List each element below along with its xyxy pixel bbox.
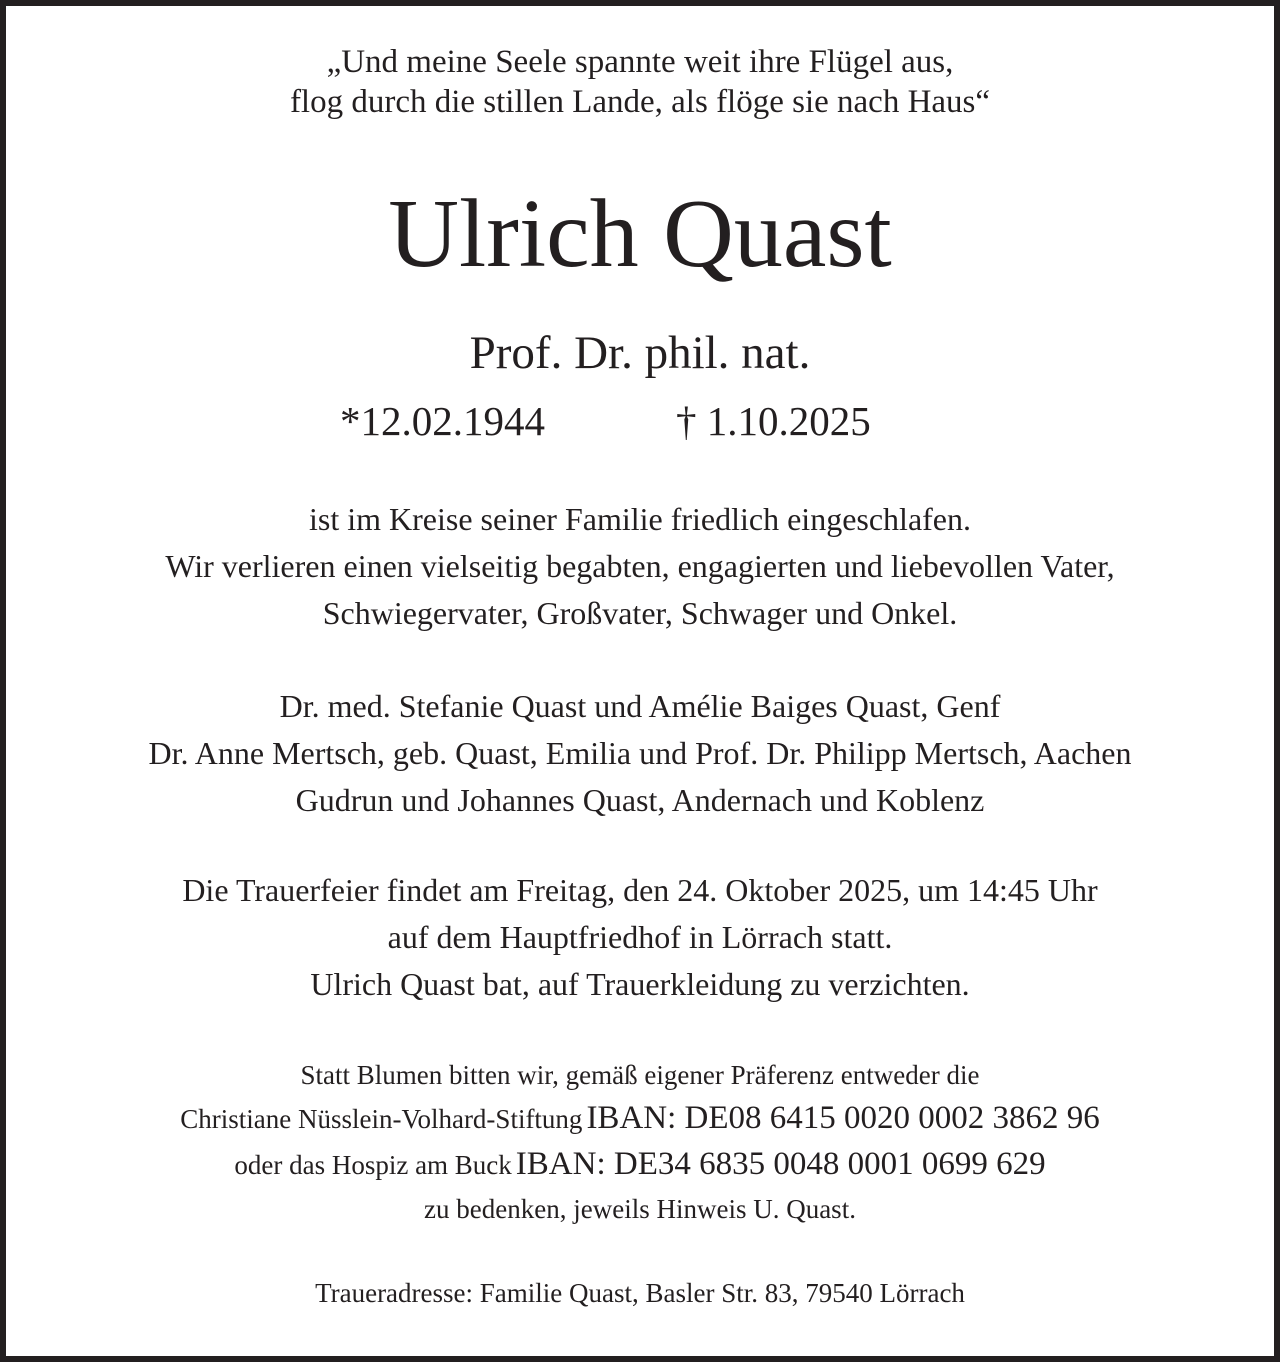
quote-line-1: „Und meine Seele spannte weit ihre Flügel aus, (326, 44, 954, 80)
funeral-line-3: Ulrich Quast bat, auf Trauerkleidung zu verzichten. (310, 966, 970, 1002)
announcement-line-3: Schwiegervater, Großvater, Schwager und Onkel. (322, 595, 958, 631)
donation-org-1: Christiane Nüsslein-Volhard-Stiftung (180, 1104, 583, 1134)
mourner-line-3: Gudrun und Johannes Quast, Andernach und Koblenz (295, 782, 985, 818)
donation-outro: zu bedenken, jeweils Hinweis U. Quast. (424, 1194, 856, 1224)
mourning-address: Traueradresse: Familie Quast, Basler Str. 83, 79540 Lörrach (315, 1278, 965, 1308)
birth-date: *12.02.1944 (340, 398, 545, 444)
life-dates (0, 398, 1280, 444)
donation-line-2 (0, 1148, 1280, 1181)
academic-title: Prof. Dr. phil. nat. (469, 327, 811, 379)
donation-line-1 (0, 1102, 1280, 1135)
quote-line-2: flog durch die stillen Lande, als flöge sie nach Haus“ (289, 84, 991, 120)
funeral-line-2: auf dem Hauptfriedhof in Lörrach statt. (387, 919, 893, 955)
donation-intro: Statt Blumen bitten wir, gemäß eigener Präferenz entweder die (300, 1060, 980, 1090)
announcement-line-2: Wir verlieren einen vielseitig begabten, engagierten und liebevollen Vater, (165, 548, 1115, 584)
mourner-line-1: Dr. med. Stefanie Quast und Amélie Baiges Quast, Genf (279, 688, 1001, 724)
mourner-line-2: Dr. Anne Mertsch, geb. Quast, Emilia und Prof. Dr. Philipp Mertsch, Aachen (148, 735, 1132, 771)
deceased-name: Ulrich Quast (388, 180, 892, 288)
death-date: † 1.10.2025 (676, 398, 871, 444)
donation-iban-1: IBAN: DE08 6415 0020 0002 3862 96 (586, 1100, 1100, 1136)
announcement-line-1: ist im Kreise seiner Familie friedlich eingeschlafen. (309, 501, 971, 537)
donation-iban-2: IBAN: DE34 6835 0048 0001 0699 629 (515, 1146, 1046, 1182)
funeral-line-1: Die Trauerfeier findet am Freitag, den 24. Oktober 2025, um 14:45 Uhr (182, 872, 1098, 908)
donation-org-2: oder das Hospiz am Buck (234, 1150, 512, 1180)
